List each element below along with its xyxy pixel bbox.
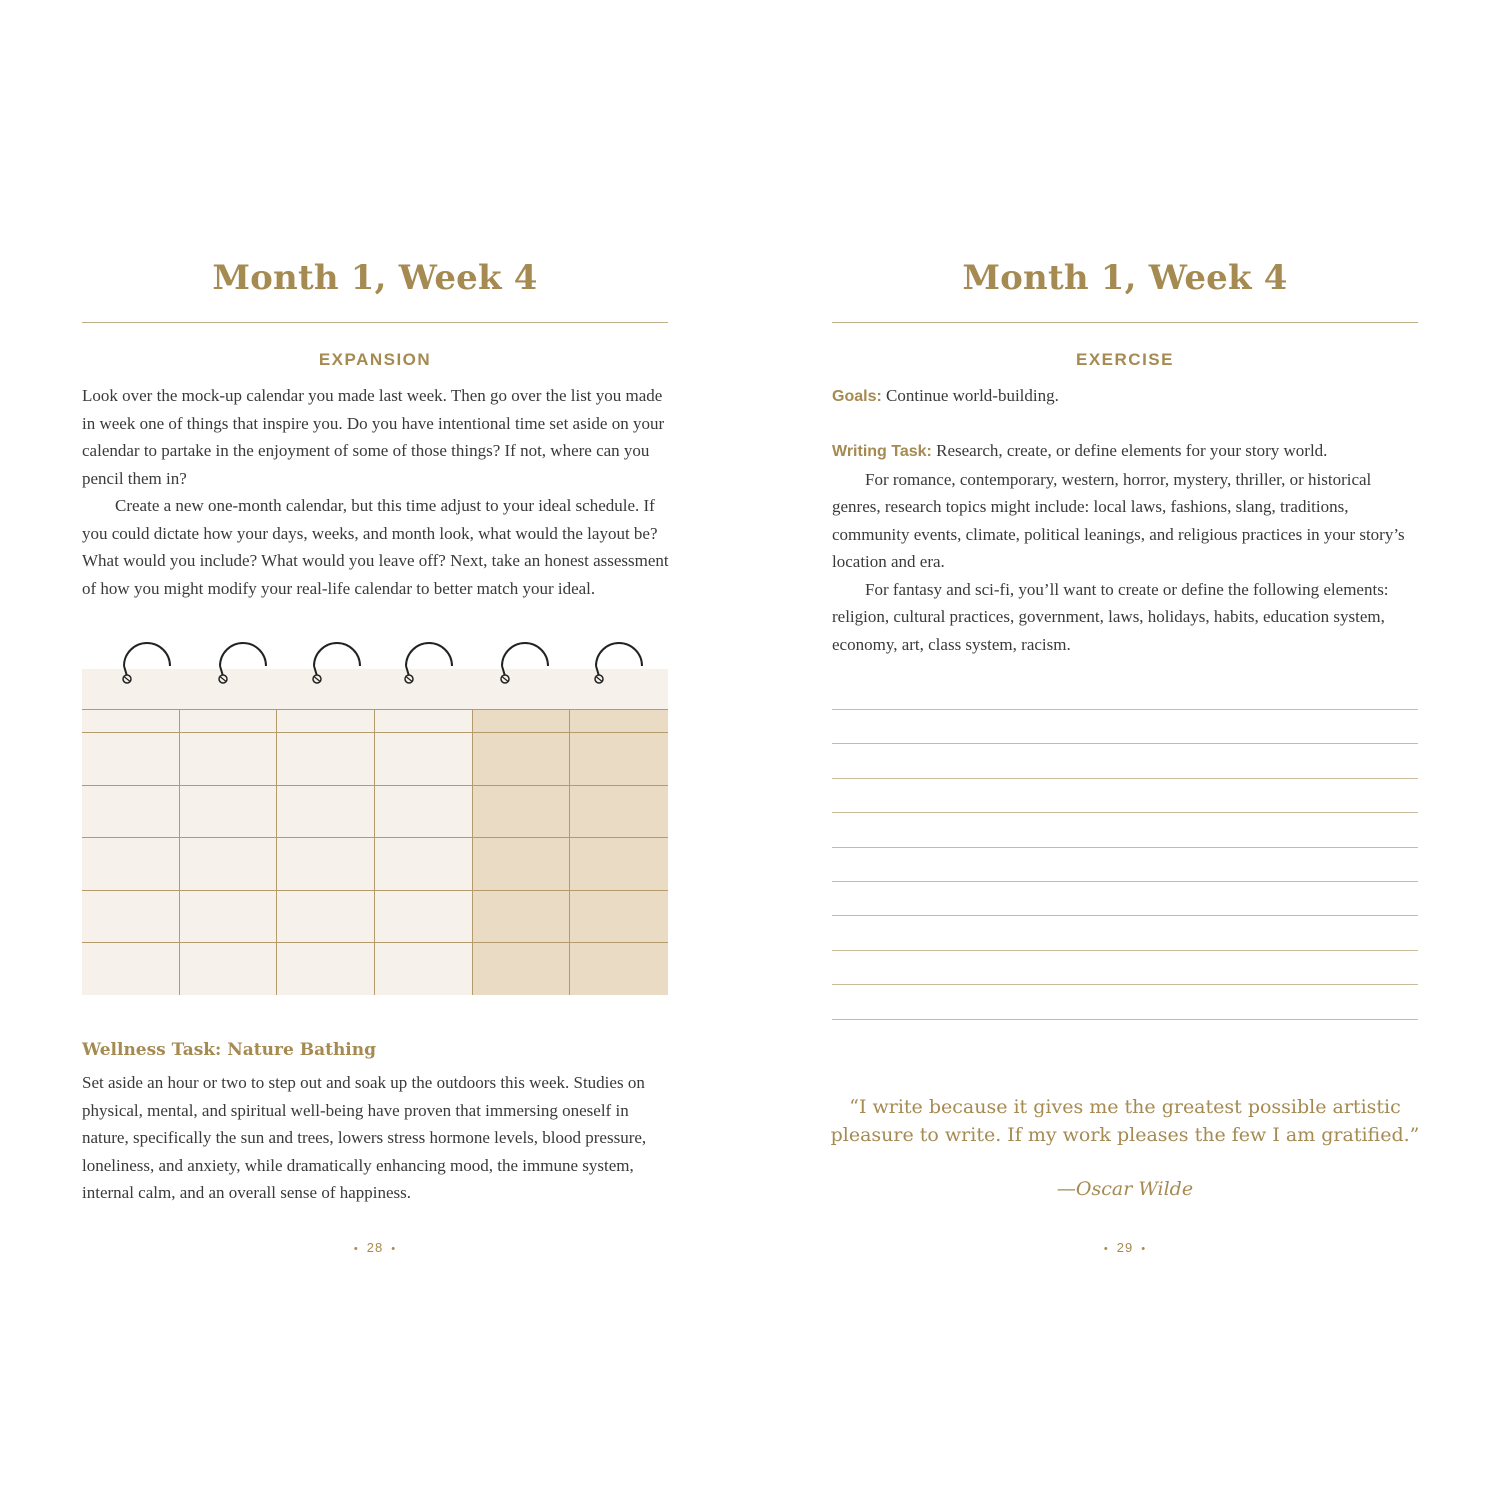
section-label: EXPANSION [318,350,432,369]
calendar-cell [277,732,375,785]
calendar-cell [570,837,668,890]
bullet-icon: • [1103,1243,1109,1255]
paragraph: Create a new one-month calendar, but this time adjust to your ideal schedule. If you could dictate how your days, weeks, and month look, what would the layout be? What would you include? What would you leave off? Next, take an honest assessment of how you might modify your real-life calendar to better match your ideal. [82,496,669,598]
calendar-cell [180,837,278,890]
binder-ring-icon [216,640,270,688]
bullet-icon: • [1141,1243,1147,1255]
calendar-cell [277,942,375,995]
calendar-cell [570,709,668,732]
calendar-cell [82,837,180,890]
calendar-cell [473,785,571,838]
wellness-text [82,1069,672,1207]
calendar-cell [180,732,278,785]
page-number [82,1240,668,1255]
calendar-cell [473,837,571,890]
calendar-cell [180,942,278,995]
section-label: EXERCISE [1076,350,1174,369]
writing-line[interactable] [832,915,1418,916]
calendar-cell [570,942,668,995]
binder-ring-icon [310,640,364,688]
writing-line[interactable] [832,1019,1418,1020]
goals-label: Goals: [832,388,882,405]
writing-line[interactable] [832,743,1418,744]
title-divider [832,322,1418,323]
calendar-cell [375,890,473,943]
calendar-cell [277,890,375,943]
wellness-task-title: Wellness Task: Nature Bathing [82,1040,377,1060]
page-number [832,1240,1418,1255]
calendar-cell [473,890,571,943]
calendar-illustration [82,640,668,996]
calendar-cell [473,942,571,995]
calendar-grid [82,709,668,995]
paragraph: For romance, contemporary, western, horror, mystery, thriller, or historical genres, research topics might include: local laws, fashions, slang, traditions, community events, climate, political leanings, and religious practices in your story’s location and era. [832,469,1405,571]
calendar-cell [82,942,180,995]
binder-ring-icon [402,640,456,688]
goals [832,382,1422,411]
page-number-value: 29 [1116,1240,1134,1255]
binder-ring-icon [498,640,552,688]
binder-ring-icon [592,640,646,688]
writing-line[interactable] [832,847,1418,848]
writing-task-text: Research, create, or define elements for your story world. [936,441,1328,460]
writing-task-label: Writing Task: [832,443,932,460]
writing-task [832,437,1422,658]
writing-line[interactable] [832,950,1418,951]
goals-text: Continue world-building. [886,386,1059,405]
quote-attribution: —Oscar Wilde [1056,1178,1194,1200]
writing-line[interactable] [832,812,1418,813]
calendar-cell [82,890,180,943]
quote: “I write because it gives me the greatest possible artistic pleasure to write. If my work pleases the few I am gratified.” [830,1096,1420,1146]
paragraph: For fantasy and sci-fi, you’ll want to create or define the following elements: religion, cultural practices, government, laws, holidays, habits, education system, economy, art, class system, racism. [832,579,1389,654]
expansion-text [82,382,672,602]
calendar-cell [82,785,180,838]
calendar-cell [277,837,375,890]
calendar-cell [570,785,668,838]
writing-line[interactable] [832,984,1418,985]
calendar-cell [375,837,473,890]
calendar-cell [473,732,571,785]
title-divider [82,322,668,323]
calendar-cell [570,890,668,943]
writing-line[interactable] [832,881,1418,882]
calendar-cell [375,732,473,785]
page-number-value: 28 [366,1240,384,1255]
calendar-cell [473,709,571,732]
page-title: Month 1, Week 4 [212,258,538,298]
writing-line[interactable] [832,778,1418,779]
paragraph: Set aside an hour or two to step out and soak up the outdoors this week. Studies on physical, mental, and spiritual well-being have proven that immersing oneself in nature, specifically the sun and trees, lowers stress hormone levels, blood pressure, loneliness, and anxiety, while dramatically enhancing mood, the immune system, internal calm, and an overall sense of happiness. [82,1073,647,1202]
paragraph: Look over the mock-up calendar you made last week. Then go over the list you made in week one of things that inspire you. Do you have intentional time set aside on your calendar to partake in the enjoyment of some of those things? If not, where can you pencil them in? [82,386,665,488]
bullet-icon: • [391,1243,397,1255]
binder-ring-icon [120,640,174,688]
calendar-cell [82,732,180,785]
calendar-cell [375,709,473,732]
writing-line[interactable] [832,709,1418,710]
calendar-cell [375,942,473,995]
calendar-cell [180,890,278,943]
calendar-cell [180,785,278,838]
calendar-cell [180,709,278,732]
calendar-cell [277,785,375,838]
calendar-cell [375,785,473,838]
calendar-cell [570,732,668,785]
calendar-cell [277,709,375,732]
page-title: Month 1, Week 4 [962,258,1288,298]
bullet-icon: • [353,1243,359,1255]
calendar-cell [82,709,180,732]
